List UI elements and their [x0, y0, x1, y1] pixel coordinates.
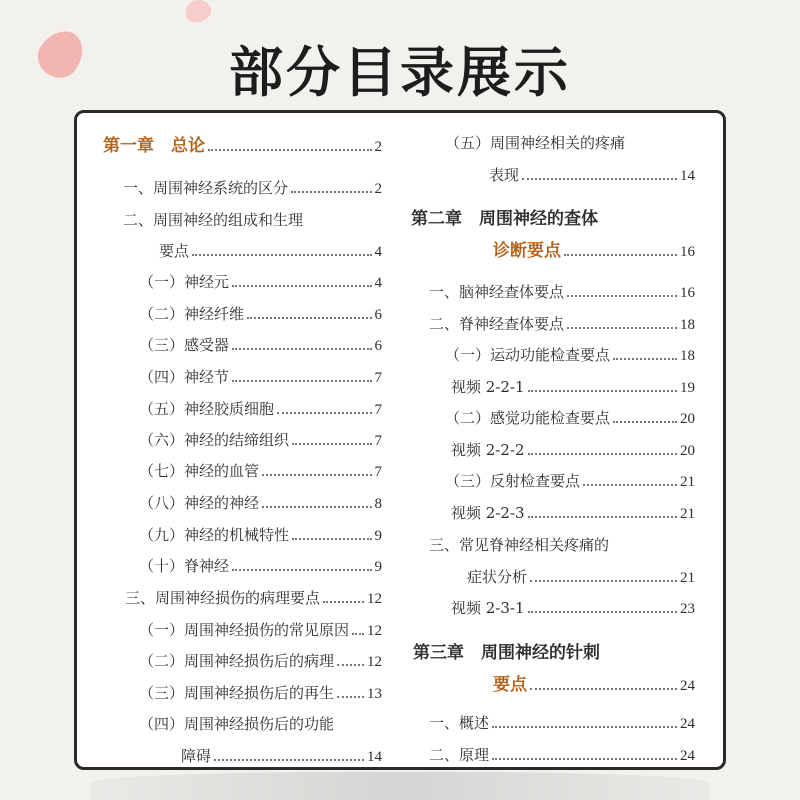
ink-wash-decoration — [90, 772, 710, 800]
toc-entry: 症状分析 21 — [467, 568, 695, 586]
toc-entry: 三、周围神经损伤的病理要点 12 — [125, 589, 382, 607]
toc-entry: 一、周围神经系统的区分 2 — [123, 179, 382, 197]
toc-entry-video: 视频 2-2-3 21 — [451, 504, 695, 522]
toc-entry: 要点 4 — [159, 242, 382, 260]
toc-entry: （五）神经胶质细胞 7 — [139, 400, 382, 418]
toc-entry: （七）神经的血管 7 — [139, 462, 382, 480]
toc-entry: （二）感觉功能检查要点 20 — [445, 409, 695, 427]
toc-entry-video: 视频 2-3-1 23 — [451, 599, 695, 617]
toc-entry: （五）周围神经相关的疼痛 — [445, 134, 626, 152]
toc-entry-chapter-2: 第二章 周围神经的查体 — [411, 209, 598, 229]
toc-entry: （三）周围神经损伤后的再生 13 — [139, 684, 382, 702]
toc-entry-video: 视频 2-2-2 20 — [451, 441, 695, 459]
toc-entry: （九）神经的机械特性 9 — [139, 526, 382, 544]
toc-entry-chapter-2-cont: 诊断要点 16 — [493, 241, 695, 261]
toc-entry: 二、原理 24 — [429, 746, 695, 764]
toc-entry: 三、常见脊神经相关疼痛的 — [429, 536, 610, 554]
toc-entry: （一）神经元 4 — [139, 273, 382, 291]
toc-entry-chapter-3-cont: 要点 24 — [493, 675, 695, 695]
toc-entry: 表现 14 — [489, 166, 695, 184]
toc-entry: （六）神经的结缔组织 7 — [139, 431, 382, 449]
toc-entry: （十）脊神经 9 — [139, 557, 382, 575]
toc-entry: （一）周围神经损伤的常见原因 12 — [139, 621, 382, 639]
toc-entry: （一）运动功能检查要点 18 — [445, 346, 695, 364]
toc-entry: 障碍 14 — [181, 747, 382, 765]
toc-entry: 二、脊神经查体要点 18 — [429, 315, 695, 333]
toc-entry: （四）神经节 7 — [139, 368, 382, 386]
toc-entry: 一、脑神经查体要点 16 — [429, 283, 695, 301]
toc-entry: （四）周围神经损伤后的功能 — [139, 715, 335, 733]
toc-entry-chapter-1: 第一章 总论 2 — [103, 136, 382, 156]
page-title: 部分目录展示 — [229, 41, 571, 104]
petal-decoration — [182, 0, 214, 26]
toc-entry: （三）感受器 6 — [139, 336, 382, 354]
toc-entry-chapter-3: 第三章 周围神经的针刺 — [413, 643, 600, 663]
toc-entry: （三）反射检查要点 21 — [445, 472, 695, 490]
toc-entry: 一、概述 24 — [429, 714, 695, 732]
toc-entry-video: 视频 2-2-1 19 — [451, 378, 695, 396]
toc-entry: （八）神经的神经 8 — [139, 494, 382, 512]
toc-entry: 二、周围神经的组成和生理 — [123, 211, 304, 229]
toc-entry: （二）周围神经损伤后的病理 12 — [139, 652, 382, 670]
toc-panel — [74, 110, 726, 770]
toc-entry: （二）神经纤维 6 — [139, 305, 382, 323]
